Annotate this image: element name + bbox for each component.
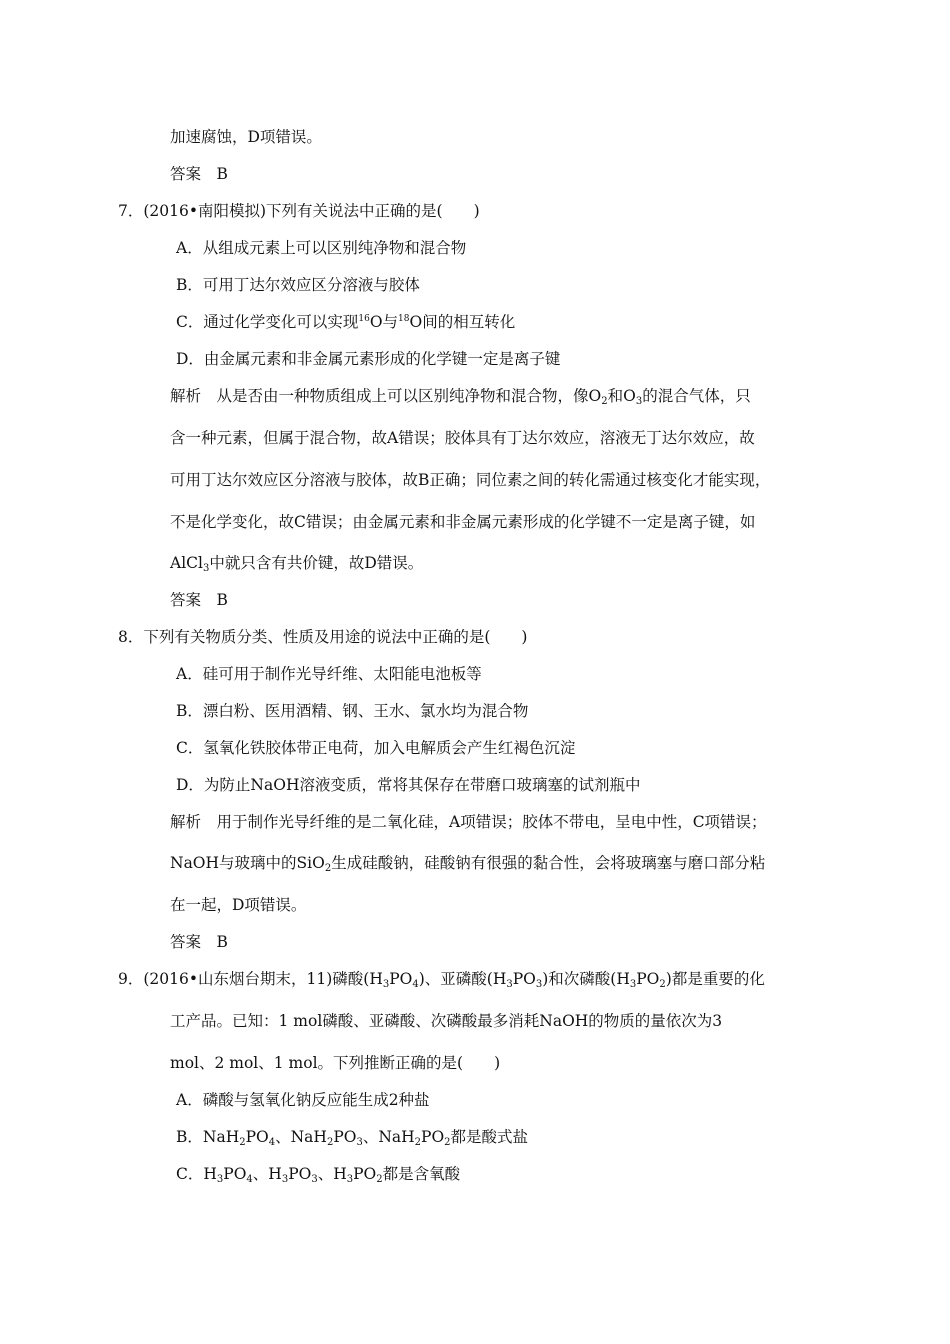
text-line: 加速腐蚀，D项错误。 bbox=[170, 128, 322, 146]
question-9-stem: 工产品。已知：1 mol磷酸、亚磷酸、次磷酸最多消耗NaOH的物质的量依次为3 bbox=[170, 1012, 723, 1030]
question-8-option-d: D．为防止NaOH溶液变质，常将其保存在带磨口玻璃塞的试剂瓶中 bbox=[176, 776, 641, 794]
answer-line: 答案 B bbox=[170, 591, 228, 609]
question-8-option-c: C．氢氧化铁胶体带正电荷，加入电解质会产生红褐色沉淀 bbox=[176, 739, 576, 757]
question-7-option-b: B．可用丁达尔效应区分溶液与胶体 bbox=[176, 276, 420, 294]
question-9-option-c: C．$H_3PO_4$、$H_3PO_3$、$H_3PO_2$都是含氧酸 bbox=[176, 1165, 461, 1185]
analysis-line: 可用丁达尔效应区分溶液与胶体，故B正确；同位素之间的转化需通过核变化才能实现， bbox=[170, 471, 771, 489]
question-9-stem: 9．(2016•山东烟台期末，11)磷酸$(H_3PO_4)$、亚磷酸$(H_3PO_3)$和次磷酸$(H_3PO_2)$都是重要的化 bbox=[118, 970, 765, 990]
analysis-line: 在一起，D项错误。 bbox=[170, 896, 307, 914]
analysis-line: AlCl$_3$中就只含有共价键，故D错误。 bbox=[170, 554, 424, 574]
analysis-line: 解析 用于制作光导纤维的是二氧化硅，A项错误；胶体不带电，呈电中性，C项错误； bbox=[170, 813, 767, 831]
question-9-option-b: B．$NaH_2PO_4$、$NaH_2PO_3$、$NaH_2PO_2$都是酸式盐 bbox=[176, 1128, 529, 1148]
question-9-stem: mol、2 mol、1 mol。下列推断正确的是( ) bbox=[170, 1054, 501, 1072]
analysis-line: 含一种元素，但属于混合物，故A错误；胶体具有丁达尔效应，溶液无丁达尔效应，故 bbox=[170, 429, 755, 447]
analysis-line: 解析 从是否由一种物质组成上可以区别纯净物和混合物，像$O_2$和$O_3$的混合气体，只 bbox=[170, 387, 751, 407]
question-7-option-c: C．通过化学变化可以实现$^{16}$O与$^{18}$O间的相互转化 bbox=[176, 313, 516, 331]
answer-line: 答案 B bbox=[170, 165, 228, 183]
question-8-stem: 8．下列有关物质分类、性质及用途的说法中正确的是( ) bbox=[118, 628, 528, 646]
question-9-option-a: A．磷酸与氢氧化钠反应能生成2种盐 bbox=[176, 1091, 430, 1109]
analysis-line: 不是化学变化，故C错误；由金属元素和非金属元素形成的化学键不一定是离子键，如 bbox=[170, 513, 756, 531]
analysis-line: NaOH与玻璃中的SiO$_2$生成硅酸钠，硅酸钠有很强的黏合性，会将玻璃塞与磨口部分粘 bbox=[170, 854, 766, 874]
question-8-option-a: A．硅可用于制作光导纤维、太阳能电池板等 bbox=[176, 665, 482, 683]
question-7-option-a: A．从组成元素上可以区别纯净物和混合物 bbox=[176, 239, 467, 257]
answer-line: 答案 B bbox=[170, 933, 228, 951]
question-8-option-b: B．漂白粉、医用酒精、钢、王水、氯水均为混合物 bbox=[176, 702, 529, 720]
question-7-stem: 7．(2016•南阳模拟)下列有关说法中正确的是( ) bbox=[118, 202, 480, 220]
question-7-option-d: D．由金属元素和非金属元素形成的化学键一定是离子键 bbox=[176, 350, 561, 368]
